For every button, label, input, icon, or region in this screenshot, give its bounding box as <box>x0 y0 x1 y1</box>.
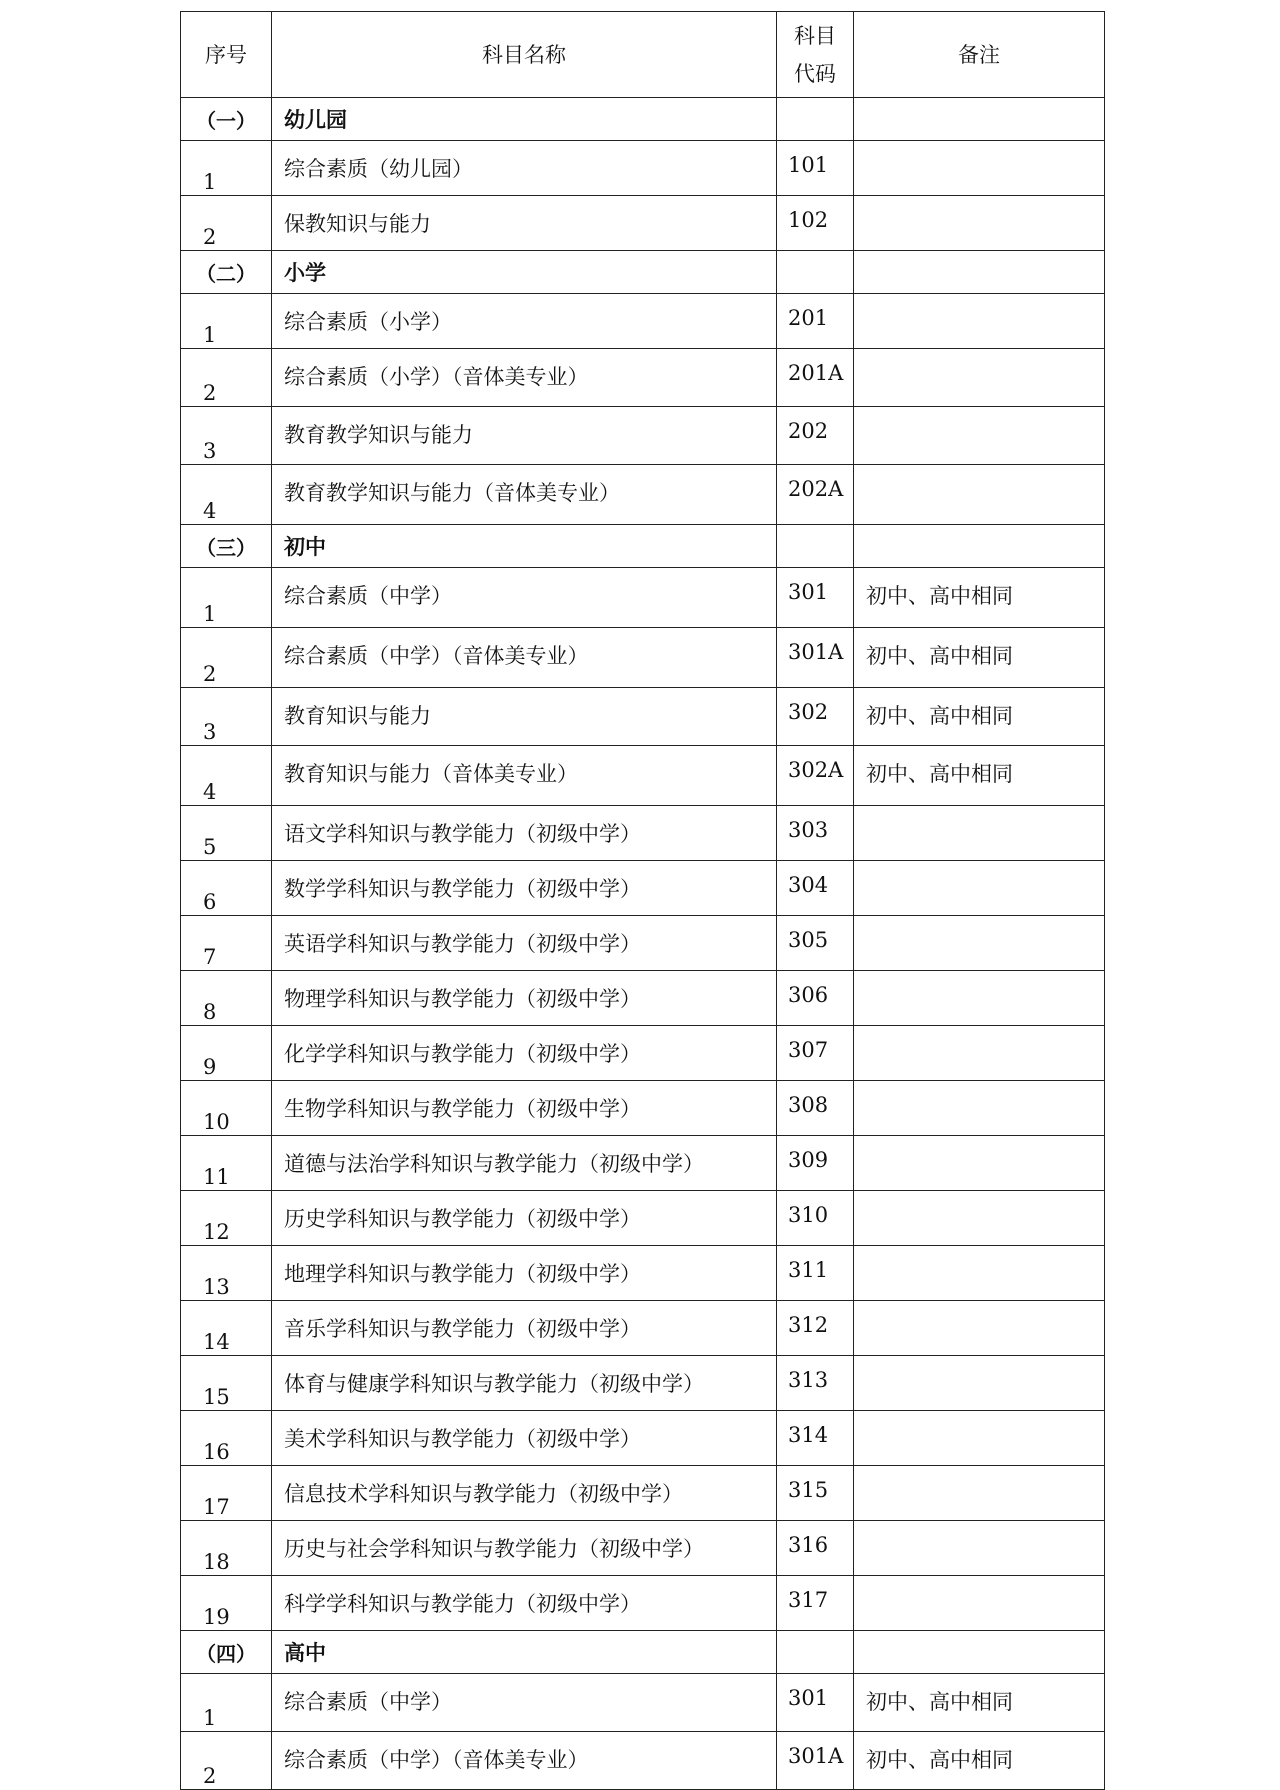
row-code: 311 <box>777 1246 854 1301</box>
table-row <box>181 1136 1105 1191</box>
row-code: 306 <box>777 971 854 1026</box>
header-note: 备注 <box>854 12 1105 98</box>
table-row <box>181 806 1105 861</box>
row-note <box>854 1246 1105 1301</box>
table-row <box>181 1466 1105 1521</box>
row-name: 综合素质（小学） <box>272 294 777 349</box>
row-code: 102 <box>777 196 854 251</box>
row-name: 音乐学科知识与教学能力（初级中学） <box>272 1301 777 1356</box>
row-name: 数学学科知识与教学能力（初级中学） <box>272 861 777 916</box>
row-name: 物理学科知识与教学能力（初级中学） <box>272 971 777 1026</box>
section-row <box>181 1631 1105 1674</box>
row-note <box>854 294 1105 349</box>
section-title: 幼儿园 <box>272 98 777 141</box>
row-note <box>854 1026 1105 1081</box>
row-name: 体育与健康学科知识与教学能力（初级中学） <box>272 1356 777 1411</box>
empty-cell <box>854 525 1105 568</box>
row-code: 303 <box>777 806 854 861</box>
row-name: 生物学科知识与教学能力（初级中学） <box>272 1081 777 1136</box>
row-seq: 1 <box>181 294 272 349</box>
table-row <box>181 141 1105 196</box>
row-note <box>854 1411 1105 1466</box>
table-row <box>181 916 1105 971</box>
row-name: 综合素质（小学）（音体美专业） <box>272 349 777 407</box>
row-name: 综合素质（中学）（音体美专业） <box>272 628 777 688</box>
row-code: 313 <box>777 1356 854 1411</box>
row-code: 308 <box>777 1081 854 1136</box>
row-name: 教育知识与能力 <box>272 688 777 746</box>
empty-cell <box>854 251 1105 294</box>
table-row <box>181 1191 1105 1246</box>
row-note <box>854 1576 1105 1631</box>
row-seq: 1 <box>181 141 272 196</box>
row-code: 310 <box>777 1191 854 1246</box>
row-name: 历史与社会学科知识与教学能力（初级中学） <box>272 1521 777 1576</box>
row-note <box>854 1136 1105 1191</box>
empty-cell <box>777 1631 854 1674</box>
table-row <box>181 1521 1105 1576</box>
row-note <box>854 1521 1105 1576</box>
row-seq: 6 <box>181 861 272 916</box>
row-seq: 4 <box>181 746 272 806</box>
row-note <box>854 1191 1105 1246</box>
table-row <box>181 294 1105 349</box>
table-row <box>181 568 1105 628</box>
table-row <box>181 349 1105 407</box>
row-name: 教育教学知识与能力 <box>272 407 777 465</box>
row-code: 302 <box>777 688 854 746</box>
row-name: 美术学科知识与教学能力（初级中学） <box>272 1411 777 1466</box>
row-code: 316 <box>777 1521 854 1576</box>
empty-cell <box>854 1631 1105 1674</box>
row-code: 302A <box>777 746 854 806</box>
row-seq: 10 <box>181 1081 272 1136</box>
table-row <box>181 861 1105 916</box>
row-seq: 12 <box>181 1191 272 1246</box>
row-code: 305 <box>777 916 854 971</box>
empty-cell <box>777 98 854 141</box>
section-title: 小学 <box>272 251 777 294</box>
row-note <box>854 141 1105 196</box>
table-row <box>181 1411 1105 1466</box>
row-note: 初中、高中相同 <box>854 746 1105 806</box>
row-code: 201 <box>777 294 854 349</box>
row-code: 312 <box>777 1301 854 1356</box>
row-note <box>854 971 1105 1026</box>
row-note: 初中、高中相同 <box>854 1674 1105 1732</box>
row-code: 317 <box>777 1576 854 1631</box>
row-seq: 7 <box>181 916 272 971</box>
row-name: 道德与法治学科知识与教学能力（初级中学） <box>272 1136 777 1191</box>
row-seq: 2 <box>181 196 272 251</box>
row-seq: 3 <box>181 688 272 746</box>
row-note: 初中、高中相同 <box>854 688 1105 746</box>
row-name: 科学学科知识与教学能力（初级中学） <box>272 1576 777 1631</box>
row-code: 307 <box>777 1026 854 1081</box>
table-header-row <box>181 12 1105 98</box>
table-row <box>181 746 1105 806</box>
subject-table <box>180 11 1105 1790</box>
row-code: 202A <box>777 465 854 525</box>
row-name: 综合素质（中学） <box>272 568 777 628</box>
table-row <box>181 1576 1105 1631</box>
section-row <box>181 251 1105 294</box>
row-note: 初中、高中相同 <box>854 1732 1105 1790</box>
row-name: 综合素质（中学）（音体美专业） <box>272 1732 777 1790</box>
row-code: 315 <box>777 1466 854 1521</box>
table-row <box>181 628 1105 688</box>
section-row <box>181 98 1105 141</box>
row-code: 301 <box>777 568 854 628</box>
row-seq: 9 <box>181 1026 272 1081</box>
row-seq: 14 <box>181 1301 272 1356</box>
row-note <box>854 465 1105 525</box>
row-name: 教育知识与能力（音体美专业） <box>272 746 777 806</box>
row-code: 201A <box>777 349 854 407</box>
row-name: 语文学科知识与教学能力（初级中学） <box>272 806 777 861</box>
section-seq: （二） <box>181 251 272 294</box>
row-seq: 1 <box>181 568 272 628</box>
row-name: 地理学科知识与教学能力（初级中学） <box>272 1246 777 1301</box>
empty-cell <box>854 98 1105 141</box>
row-note <box>854 1466 1105 1521</box>
section-row <box>181 525 1105 568</box>
table-row <box>181 971 1105 1026</box>
header-code-label: 科目代码 <box>794 23 836 86</box>
row-name: 化学学科知识与教学能力（初级中学） <box>272 1026 777 1081</box>
row-seq: 17 <box>181 1466 272 1521</box>
header-seq: 序号 <box>181 12 272 98</box>
table-row <box>181 1246 1105 1301</box>
row-name: 信息技术学科知识与教学能力（初级中学） <box>272 1466 777 1521</box>
empty-cell <box>777 251 854 294</box>
row-code: 314 <box>777 1411 854 1466</box>
row-code: 309 <box>777 1136 854 1191</box>
row-seq: 13 <box>181 1246 272 1301</box>
row-code: 301A <box>777 628 854 688</box>
row-seq: 4 <box>181 465 272 525</box>
row-seq: 3 <box>181 407 272 465</box>
row-note <box>854 1081 1105 1136</box>
row-code: 101 <box>777 141 854 196</box>
row-code: 301A <box>777 1732 854 1790</box>
header-code <box>777 12 854 98</box>
table-row <box>181 196 1105 251</box>
row-seq: 16 <box>181 1411 272 1466</box>
row-note <box>854 1301 1105 1356</box>
row-name: 英语学科知识与教学能力（初级中学） <box>272 916 777 971</box>
row-note <box>854 407 1105 465</box>
row-seq: 5 <box>181 806 272 861</box>
row-seq: 19 <box>181 1576 272 1631</box>
row-note <box>854 1356 1105 1411</box>
table-row <box>181 407 1105 465</box>
row-seq: 8 <box>181 971 272 1026</box>
row-seq: 15 <box>181 1356 272 1411</box>
section-title: 初中 <box>272 525 777 568</box>
row-seq: 11 <box>181 1136 272 1191</box>
row-seq: 2 <box>181 349 272 407</box>
row-name: 综合素质（幼儿园） <box>272 141 777 196</box>
row-note <box>854 806 1105 861</box>
row-name: 保教知识与能力 <box>272 196 777 251</box>
row-note <box>854 349 1105 407</box>
row-name: 教育教学知识与能力（音体美专业） <box>272 465 777 525</box>
row-code: 202 <box>777 407 854 465</box>
row-note: 初中、高中相同 <box>854 568 1105 628</box>
table-row <box>181 688 1105 746</box>
row-note: 初中、高中相同 <box>854 628 1105 688</box>
table-row <box>181 1081 1105 1136</box>
section-seq: （三） <box>181 525 272 568</box>
row-note <box>854 196 1105 251</box>
table-row <box>181 1026 1105 1081</box>
table-row <box>181 1732 1105 1790</box>
row-note <box>854 916 1105 971</box>
section-seq: （四） <box>181 1631 272 1674</box>
row-code: 304 <box>777 861 854 916</box>
table-row <box>181 1356 1105 1411</box>
empty-cell <box>777 525 854 568</box>
row-name: 历史学科知识与教学能力（初级中学） <box>272 1191 777 1246</box>
table-row <box>181 1301 1105 1356</box>
row-code: 301 <box>777 1674 854 1732</box>
row-seq: 2 <box>181 628 272 688</box>
section-seq: （一） <box>181 98 272 141</box>
table-row <box>181 465 1105 525</box>
header-name: 科目名称 <box>272 12 777 98</box>
row-note <box>854 861 1105 916</box>
row-seq: 2 <box>181 1732 272 1790</box>
row-seq: 18 <box>181 1521 272 1576</box>
row-seq: 1 <box>181 1674 272 1732</box>
row-name: 综合素质（中学） <box>272 1674 777 1732</box>
section-title: 高中 <box>272 1631 777 1674</box>
table-row <box>181 1674 1105 1732</box>
